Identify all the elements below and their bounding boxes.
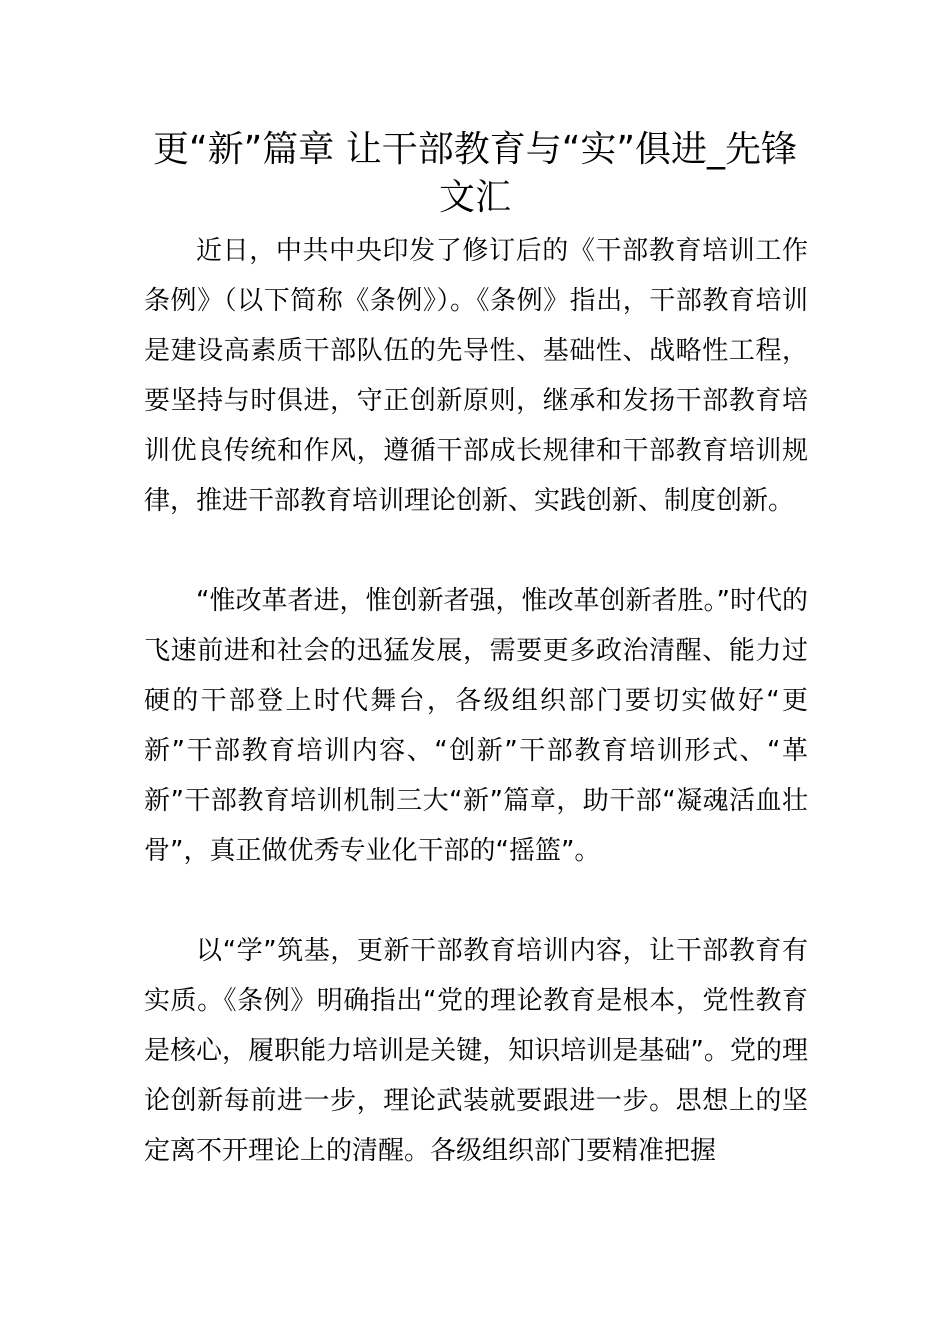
document-body	[144, 226, 808, 1176]
paragraph-1: 近日，中共中央印发了修订后的《干部教育培训工作条例》（以下简称《条例》）。《条例》指出，干部教育培训是建设高素质干部队伍的先导性、基础性、战略性工程，要坚持与时俱进，守正创新原则，继承和发扬干部教育培训优良传统和作风，遵循干部成长规律和干部教育培训规律，推进干部教育培训理论创新、实践创新、制度创新。	[144, 236, 808, 516]
paragraph-2: “惟改革者进，惟创新者强，惟改革创新者胜。”时代的飞速前进和社会的迅猛发展，需要更多政治清醒、能力过硬的干部登上时代舞台，各级组织部门要切实做好“更新”干部教育培训内容、“创新”干部教育培训形式、“革新”干部教育培训机制三大“新”篇章，助干部“凝魂活血壮骨”，真正做优秀专业化干部的“摇篮”。	[144, 586, 808, 866]
paragraph-3: 以“学”筑基，更新干部教育培训内容，让干部教育有实质。《条例》明确指出“党的理论教育是根本，党性教育是核心，履职能力培训是关键，知识培训是基础”。党的理论创新每前进一步，理论武装就要跟进一步。思想上的坚定离不开理论上的清醒。各级组织部门要精准把握	[144, 936, 808, 1166]
document-title: 更“新”篇章 让干部教育与“实”俱进_先锋文汇	[152, 129, 798, 218]
